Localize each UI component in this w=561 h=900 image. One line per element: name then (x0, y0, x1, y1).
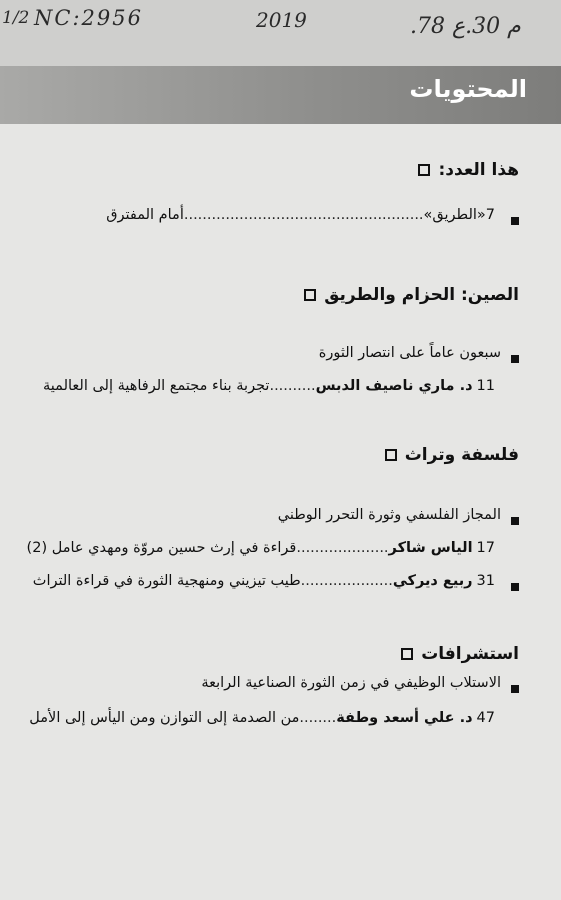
checkbox-icon (385, 449, 397, 461)
entry-subtitle: من الصدمة إلى التوازن ومن اليأس إلى الأمل (29, 710, 300, 726)
entry-leader-dots: .......... (269, 378, 316, 394)
entry-author: د. ماري ناصيف الدبس (315, 378, 473, 394)
toc-entry[interactable] (43, 378, 501, 394)
entry-author: الياس شاكر (388, 540, 473, 556)
entry-author: د. علي أسعد وطفة (336, 710, 473, 726)
bullet-icon (511, 583, 519, 591)
section-header-china (304, 285, 519, 305)
bullet-icon (511, 517, 519, 525)
entry-page-number: 31 (476, 573, 495, 589)
entry-leader-dots: .................... (300, 573, 393, 589)
section-title: استشرافات (421, 644, 519, 664)
toc-entry[interactable] (33, 573, 501, 589)
toc-entry[interactable] (27, 540, 501, 556)
handwritten-year: 2019 (256, 8, 307, 32)
section-title: هذا العدد: (438, 160, 519, 180)
entry-subtitle: تجربة بناء مجتمع الرفاهية إلى العالمية (43, 378, 270, 394)
section-header-philosophy (385, 445, 519, 465)
bullet-icon (511, 685, 519, 693)
entry-page-number: 11 (476, 378, 495, 394)
checkbox-icon (401, 648, 413, 660)
entry-page-number: 17 (476, 540, 495, 556)
entry-author: «الطريق» (423, 207, 486, 223)
entry-title[interactable]: سبعون عاماً على انتصار الثورة (318, 345, 501, 361)
section-header-this-issue (418, 160, 519, 180)
entry-page-number: 47 (476, 710, 495, 726)
section-title: الصين: الحزام والطريق (324, 285, 519, 305)
handwritten-fraction: 1/2 (2, 8, 30, 28)
bullet-icon (511, 217, 519, 225)
handwritten-ref: م 30.ع 78. (410, 14, 521, 39)
entry-leader-dots: .................... (296, 540, 389, 556)
handwritten-code: NC:2956 (34, 6, 143, 30)
section-header-outlooks (401, 644, 519, 664)
entry-title[interactable]: المجاز الفلسفي وثورة التحرر الوطني (277, 507, 501, 523)
toc-entry[interactable] (29, 710, 501, 726)
checkbox-icon (304, 289, 316, 301)
entry-author: ربيع ديركي (392, 573, 473, 589)
entry-title[interactable]: الاستلاب الوظيفي في زمن الثورة الصناعية الرابعة (201, 675, 501, 691)
entry-title: أمام المفترق (106, 207, 184, 223)
toc-entry[interactable] (106, 207, 501, 223)
entry-leader-dots: ........ (299, 710, 337, 726)
contents-title: المحتويات (409, 75, 527, 103)
section-title: فلسفة وتراث (404, 445, 519, 465)
bullet-icon (511, 355, 519, 363)
entry-leader-dots: .................................................... (183, 207, 424, 223)
entry-subtitle: قراءة في إرث حسين مروّة ومهدي عامل (2) (26, 540, 297, 556)
checkbox-icon (418, 164, 430, 176)
entry-title: طيب تيزيني ومنهجية الثورة في قراءة التراث (32, 573, 301, 589)
entry-page-number: 7 (485, 207, 495, 223)
